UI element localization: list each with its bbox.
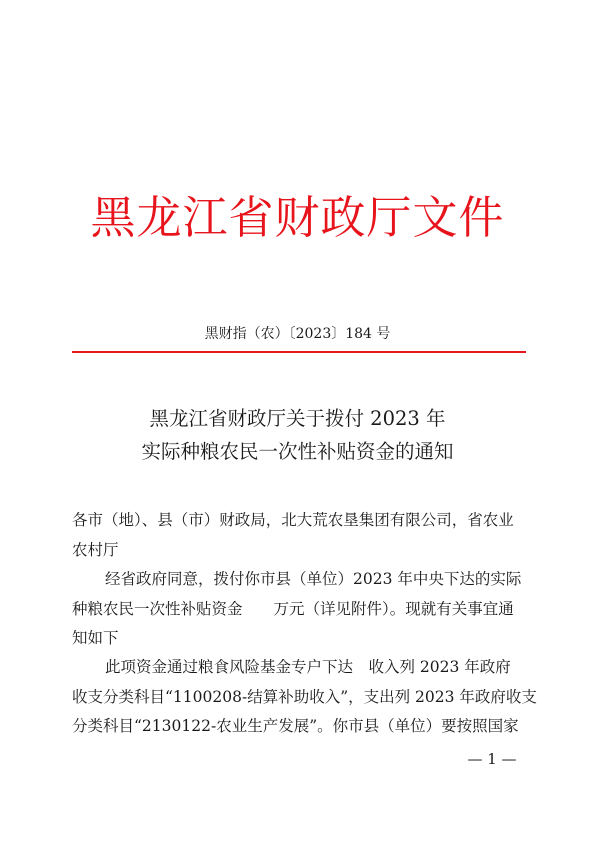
paragraph-1-line-3: 知如下: [72, 629, 119, 647]
addressee-line-1: 各市（地）、县（市）财政局，北大荒农垦集团有限公司，省农业: [72, 511, 514, 529]
document-number: 黑财指（农）〔2023〕184 号: [204, 326, 391, 342]
paragraph-1-line-2: 种粮农民一次性补贴资金 万元（详见附件）。现就有关事宜通: [72, 600, 514, 618]
red-separator-rule: [72, 351, 526, 353]
document-masthead: 黑龙江省财政厅文件: [90, 191, 505, 244]
paragraph-2-line-1: 此项资金通过粮食风险基金专户下达 收入列 2023 年政府: [105, 658, 511, 676]
paragraph-1-line-1: 经省政府同意，拨付你市县（单位）2023 年中央下达的实际: [105, 570, 522, 588]
paragraph-2-line-3: 分类科目“2130122-农业生产发展”。你市县（单位）要按照国家: [72, 717, 519, 735]
addressee-line-2: 农村厅: [72, 541, 119, 559]
page-number: — 1 —: [467, 750, 517, 768]
document-title-line-2: 实际种粮农民一次性补贴资金的通知: [141, 440, 454, 463]
paragraph-2-line-2: 收支分类科目“1100208-结算补助收入”，支出列 2023 年政府收支: [72, 688, 537, 706]
document-title-line-1: 黑龙江省财政厅关于拨付 2023 年: [149, 407, 446, 430]
